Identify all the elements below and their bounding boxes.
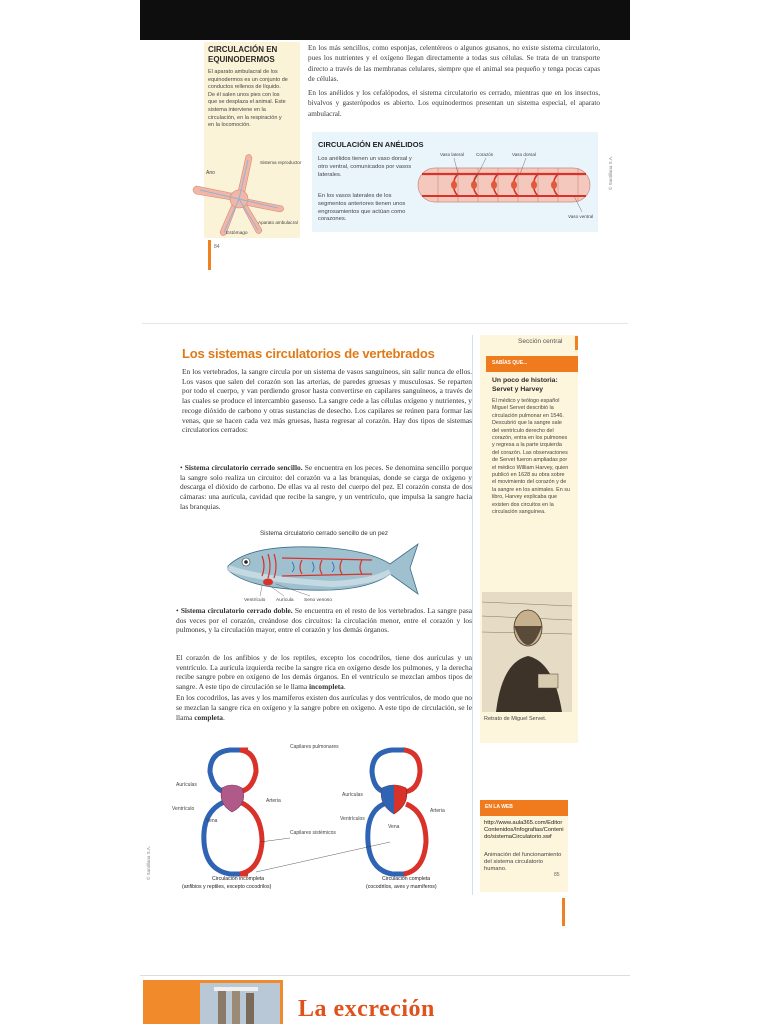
term-incompleta: incompleta (308, 681, 344, 691)
caption-completa: Circulación completa (382, 876, 431, 882)
label-aparato-ambulacral: Aparato ambulacral (258, 220, 298, 225)
term-completa: completa (194, 712, 223, 722)
equinodermos-title: CIRCULACIÓN EN EQUINODERMOS (208, 45, 278, 64)
fish-circulation-diagram (222, 536, 422, 602)
bullet-glyph: • (176, 606, 181, 615)
label-auriculas-right: Aurículas (342, 792, 363, 798)
page-marker-bar (208, 240, 211, 270)
label-corazon: Corazón (476, 152, 494, 157)
paragraph: En los cocodrilos, las aves y los mamíferos existen dos aurículas y dos ventrículos, de modo que no se mezclan la sangre rica en oxígeno y la sangre pobre en oxígeno. A este tipo de circulación, se le llama completa. (176, 693, 472, 722)
anelidos-text-2: En los vasos laterales de los segmentos anteriores tienen unos engrosamientos que actúan como corazones. (318, 193, 406, 223)
label-capilares-sistemicos: Capilares sistémicos (290, 830, 336, 836)
bullet-sencillo (180, 463, 472, 512)
chapter-title: La excreción (298, 996, 435, 1022)
anelidos-text-1: Los anélidos tienen un vaso dorsal y otro ventral, comunicados por vasos laterales. (318, 156, 412, 178)
circulation-paragraphs (176, 653, 472, 722)
section-marker-bar (575, 336, 578, 350)
circulation-diagram (170, 742, 470, 892)
fish-diagram-title: Sistema circulatorio cerrado sencillo de un pez (260, 530, 388, 537)
web-description: Animación del funcionamiento del sistema circulatorio humano. (484, 852, 562, 873)
paragraph: El corazón de los anfibios y de los reptiles, excepto los cocodrilos, tiene dos aurículas y un ventrículo. La aurícula izquierda recibe la sangre rica en oxígeno desde los pulmones, y la derecha recibe sangre pobre en oxígeno de los demás órganos. En el ventrículo se mezclan ambos tipos de sangre. A este tipo de circulación se le llama incompleta. (176, 653, 472, 691)
equinodermos-text: El aparato ambulacral de los equinodermos es un conjunto de conductos rellenos de líquido. De él salen unos pies con los que se desplaza el animal. Este sistema interviene en la circulación, en la respiración y en la locomoción. (208, 69, 288, 129)
anelido-illustration (414, 148, 598, 228)
intro-text (182, 367, 472, 435)
starfish-illustration (186, 150, 302, 238)
sabias-que-label: SABÍAS QUE... (492, 360, 528, 366)
paragraph-text: El corazón de los anfibios y de los reptiles, excepto los cocodrilos, tiene dos aurículas y un ventrículo. La aurícula izquierda recibe la sangre rica en oxígeno desde los pulmones, y la derecha recibe sangre pobre en oxígeno de los demás órganos. En el ventrículo se mezclan ambos tipos de sangre. A este tipo de circulación se le llama (176, 653, 472, 691)
label-capilares-pulmonares: Capilares pulmonares (290, 744, 339, 750)
anelidos-title: CIRCULACIÓN EN ANÉLIDOS (318, 140, 424, 149)
top-black-bar (140, 0, 630, 40)
label-vaso-lateral: Vaso lateral (440, 152, 464, 157)
label-vena-right: Vena (388, 824, 400, 830)
page-number: 84 (214, 244, 220, 250)
paragraph: En los más sencillos, como esponjas, celentéreos o algunos gusanos, no existe sistema circulatorio, pues los nutrientes y el oxígeno llegan directamente a todas sus células. Se trata de un transporte directo a través de las membranas celulares, siempre que el animal sea pequeño y tenga pocas capas de células. (308, 44, 600, 83)
label-vaso-dorsal: Vaso dorsal (512, 152, 536, 157)
page-number: 85 (554, 872, 560, 878)
label-ventriculos: Ventrículos (340, 816, 365, 822)
label-vaso-ventral: Vaso ventral (568, 214, 594, 219)
servet-portrait (482, 592, 572, 712)
label-sistema-reproductor: Sistema reproductor (260, 160, 302, 165)
label-auricula: Aurícula (276, 598, 294, 603)
label-ano: Ano (206, 170, 215, 176)
label-auriculas-left: Aurículas (176, 782, 197, 788)
page-title: Los sistemas circulatorios de vertebrados (182, 346, 435, 361)
en-la-web-label: EN LA WEB (485, 804, 513, 810)
bullet-text: Se encuentra en el resto de los vertebrados. La sangre pasa dos veces por el corazón, creándose dos circuitos: la circulación menor, entre el corazón y los pulmones, y la circulación mayor, entre el corazón y los demás órganos. (176, 606, 473, 635)
copyright: © Santillana S.A. (608, 155, 613, 190)
label-arteria-right: Arteria (430, 808, 445, 814)
bullet-title: Sistema circulatorio cerrado doble. (180, 606, 293, 615)
caption-incompleta-sub: (anfibios y reptiles, excepto cocodrilos) (182, 884, 272, 890)
section-label: Sección central (518, 338, 563, 345)
bullet-title: Sistema circulatorio cerrado sencillo. (184, 463, 303, 472)
label-ventriculo: Ventrículo (172, 806, 195, 812)
sabias-que-title: Un poco de historia: Servet y Harvey (492, 377, 558, 393)
label-vena-left: Vena (206, 818, 218, 824)
sabias-que-text: El médico y teólogo español Miguel Servet describió la circulación pulmonar en 1546. Descubrió que la sangre sale del ventrículo derecho del corazón, entra en los pulmones y regresa a la parte izquierda del corazón. Las observaciones de Servet fueron ampliadas por el médico William Harvey, quien publicó en 1628 su obra sobre el movimiento del corazón y de la sangre en los animales. En su libro, Harvey explicaba que existen dos circuitos en la circulación sanguínea. (492, 398, 570, 516)
bullet-glyph: • (180, 463, 185, 472)
label-arteria-left: Arteria (266, 798, 281, 804)
caption-incompleta: Circulación incompleta (212, 876, 265, 882)
copyright: © Santillana S.A. (146, 845, 151, 880)
page1-main-text (308, 43, 600, 123)
paragraph: En los anélidos y los cefalópodos, el sistema circulatorio es cerrado, mientras que en los insectos, bivalvos y gasterópodos es abierto. Los equinodermos presentan un sistema especial, el aparato ambulacral. (308, 89, 600, 118)
bullet-doble (176, 606, 472, 635)
label-ventriculo: Ventrículo (244, 598, 266, 603)
paragraph: En los vertebrados, la sangre circula por un sistema de vasos sanguíneos, sin salir nunca de ellos. Los vasos que salen del corazón son las arterias, de paredes gruesas y musculosas. Se reparten por todo el cuerpo, y van perdiendo grosor hasta convertirse en capilares sanguíneos, a través de las cuales se produce el intercambio gaseoso. La sangre cede a las células oxígeno y nutrientes, y recoge dióxido de carbono y otras sustancias de desecho. Los capilares se reúnen para formar las venas, que se hacen cada vez más gruesas, hasta regresar al corazón. Hay dos tipos de sistemas circulatorios cerrados: (182, 367, 472, 435)
column-divider (472, 335, 473, 895)
label-estomago: Estómago (226, 231, 248, 236)
web-link[interactable]: http://www.aula365.com/EditorContenidos/Infografias/Contenido/sistemaCirculatorio.swf (484, 820, 564, 841)
portrait-caption: Retrato de Miguel Servet. (484, 716, 547, 722)
label-seno-venoso: Seno venoso (304, 598, 333, 603)
industrial-photo (200, 983, 280, 1024)
bullet-text: Se encuentra en los peces. Se denomina sencillo porque la sangre solo realiza un circuito: del corazón va a las branquias, donde se carga de oxígeno y descarga el dióxido de carbono. De ellas va al resto del cuerpo del pez. El corazón consta de dos cámaras: una aurícula, cavidad que recibe la sangre, y un ventrículo, que impulsa la sangre hacia las branquias. (180, 463, 472, 511)
page-marker-bar (562, 898, 565, 926)
caption-completa-sub: (cocodrilos, aves y mamíferos) (366, 884, 437, 890)
paragraph-text: En los cocodrilos, las aves y los mamíferos existen dos aurículas y dos ventrículos, de modo que no se mezclan la sangre rica en oxígeno y la sangre pobre en oxígeno. A este tipo de circulación, se le llama (176, 693, 472, 722)
